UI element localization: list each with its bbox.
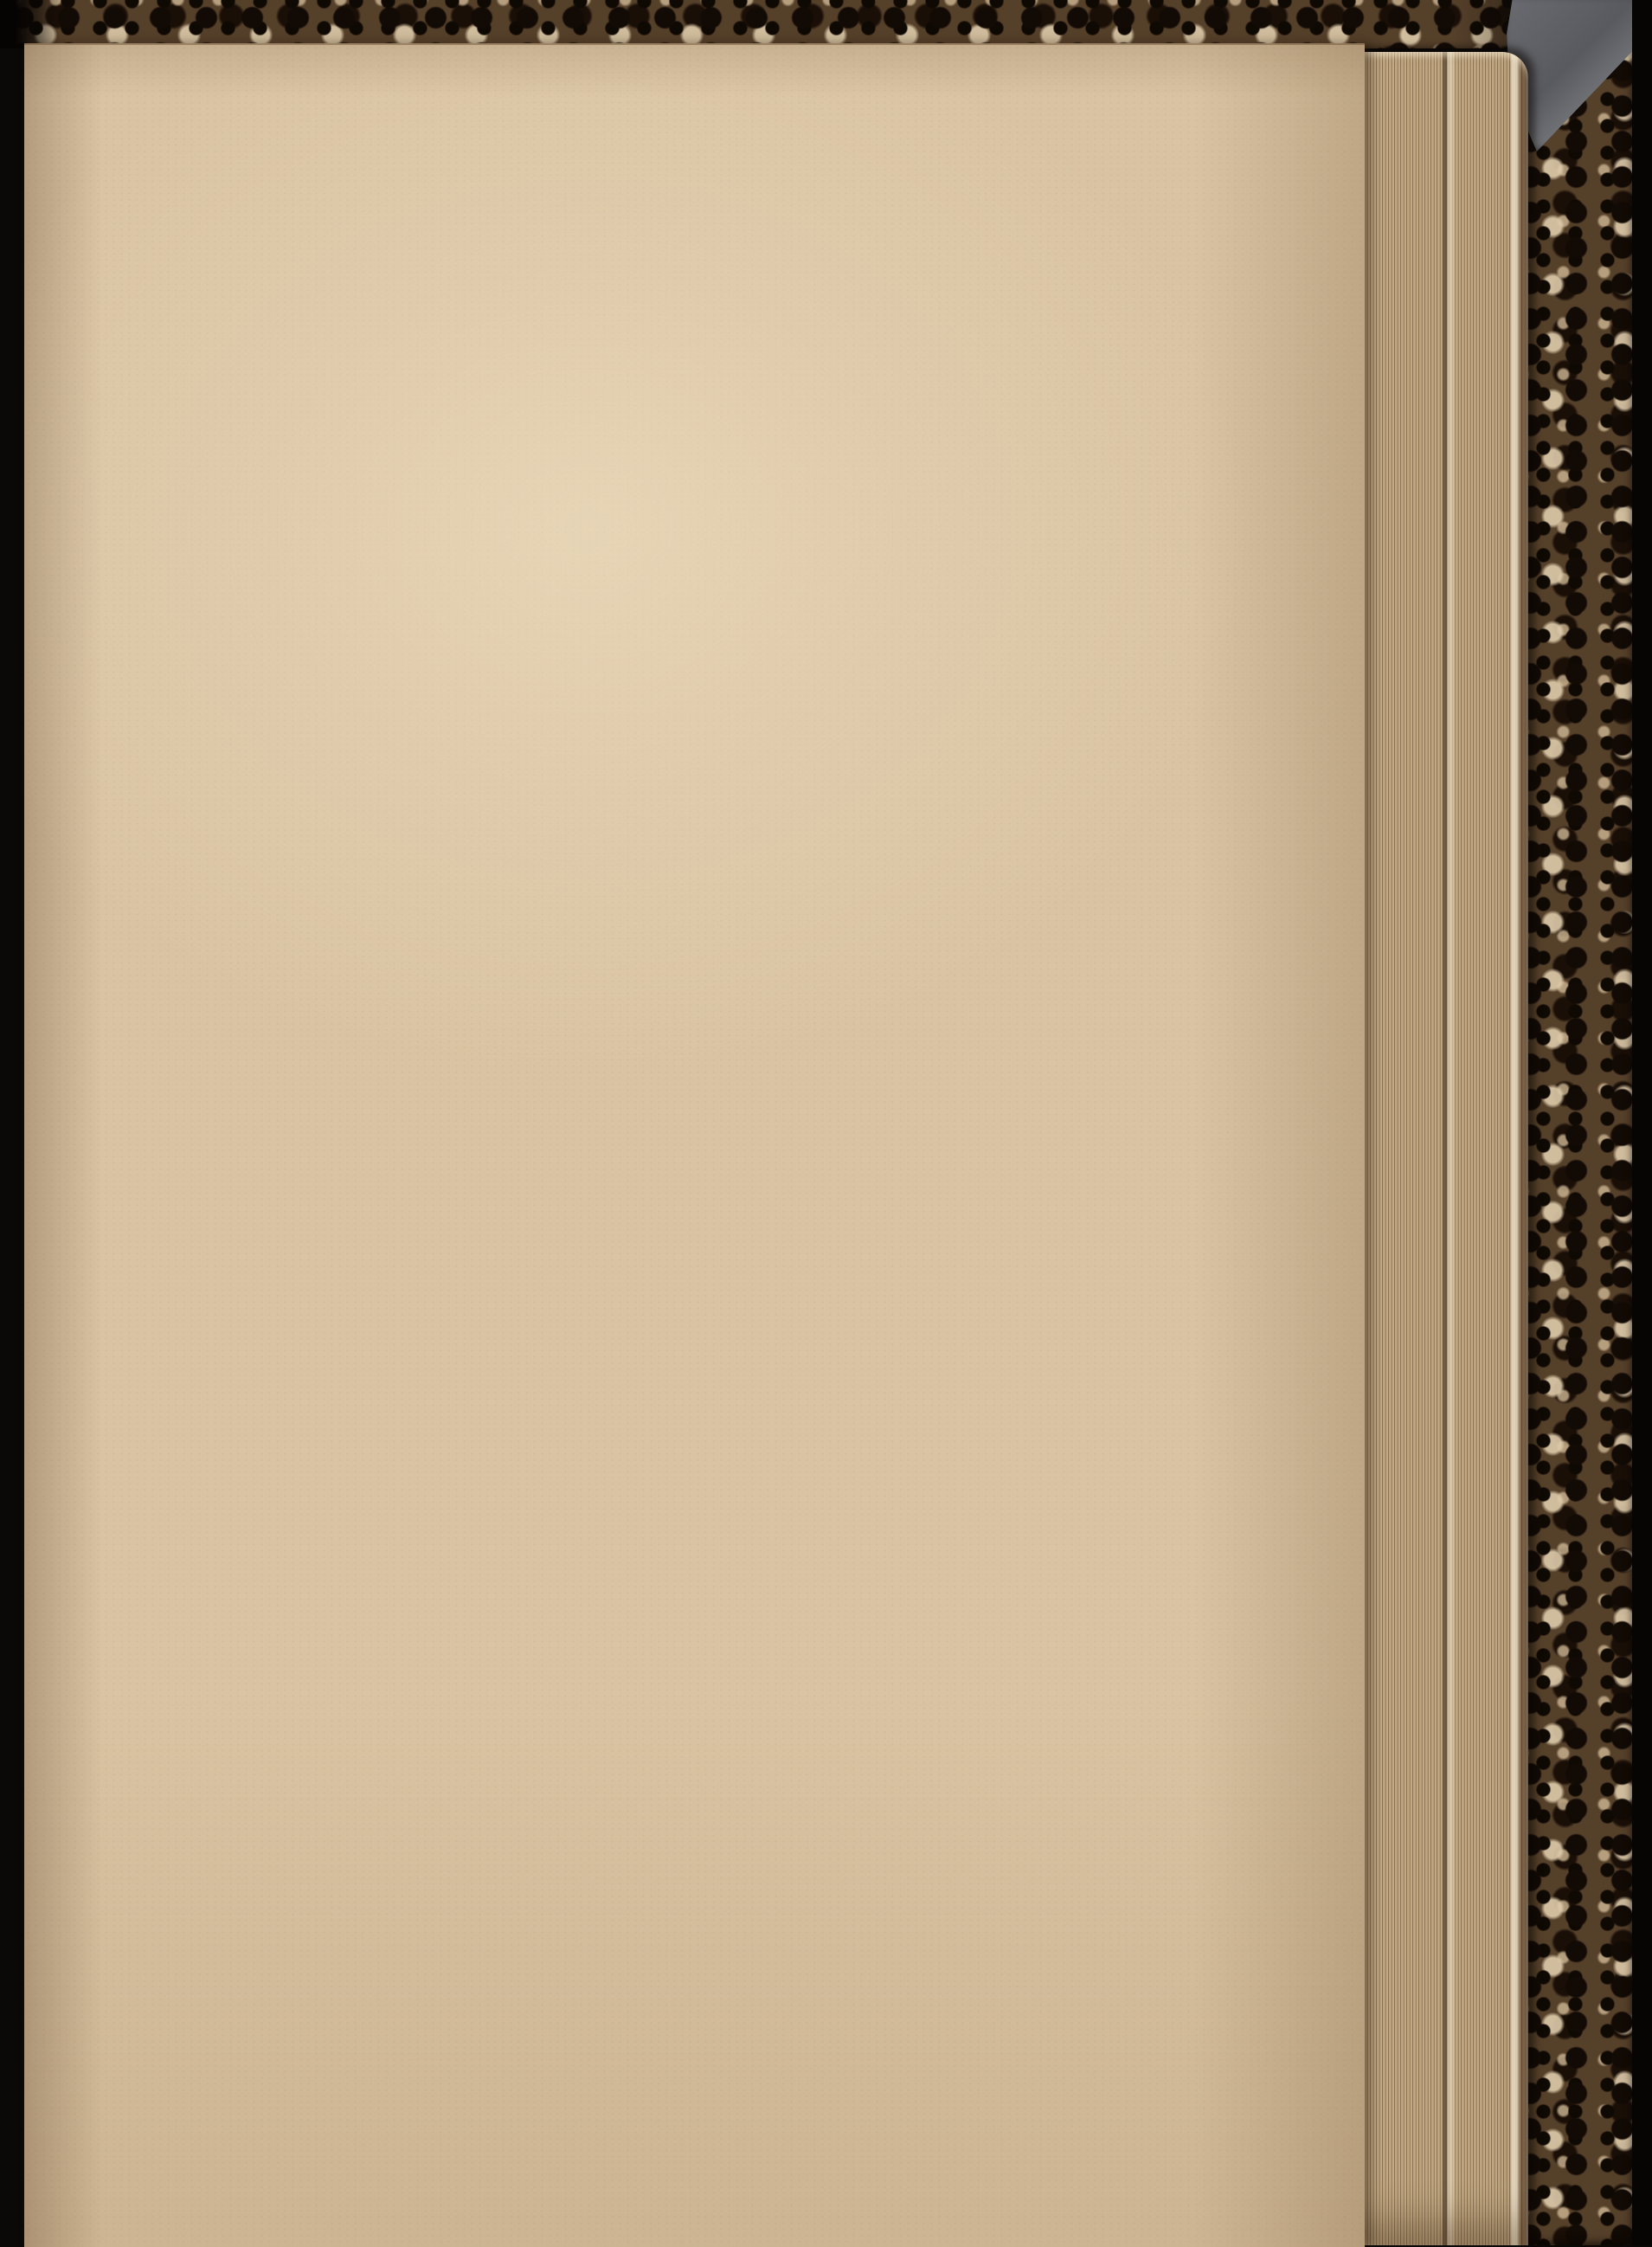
cover-outer-edge bbox=[1632, 0, 1652, 2245]
scan-page bbox=[24, 43, 1365, 2247]
page-block-fore-edge bbox=[1348, 52, 1528, 2245]
top-strip-shadow bbox=[0, 0, 1652, 48]
top-cover-strip bbox=[0, 0, 1652, 48]
